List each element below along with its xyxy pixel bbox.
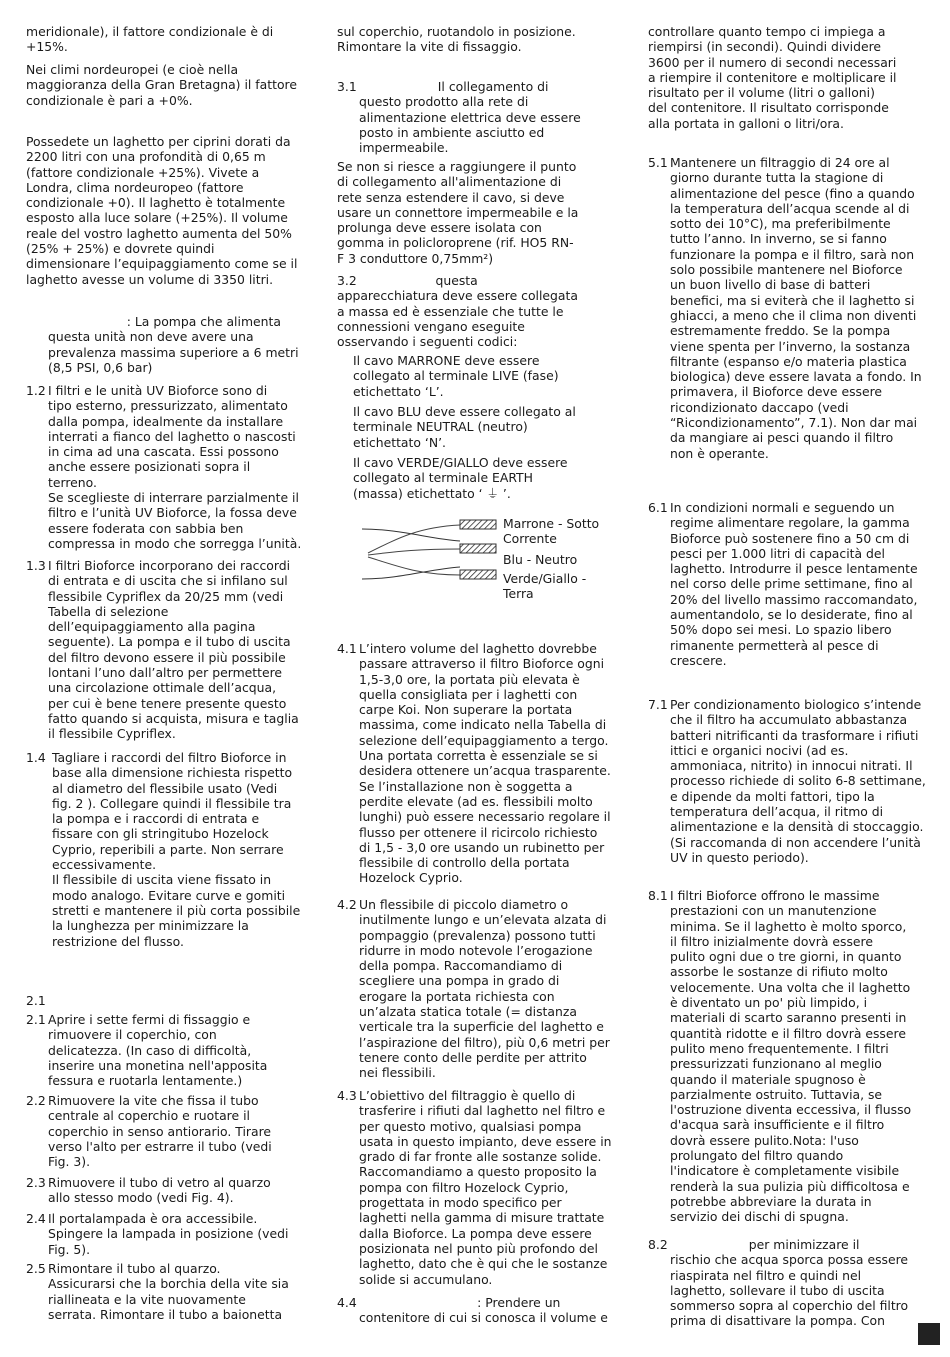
paragraph-text: Tagliare i raccordi del filtro Bioforce in base alla dimensione richiesta rispetto al diametro del flessibile usato (Vedi fig. 2 ). Collegare quindi il flessibile tra la pompa e i raccordi di entrata e fissare con gli stringitubo Hozelock Cyprio, reperibili a parte. Non serrare eccessivamente. Il flessibile di uscita viene fissato in modo analogo. Evitare curve e gomiti stretti e mantenere il più corta possibile la lunghezza per minimizzare la restrizione del flusso. xyxy=(51,750,301,949)
wire-blue xyxy=(368,549,460,555)
wire-diagram xyxy=(360,517,500,597)
paragraph-text: I filtri Bioforce offrono le massime prestazioni con un manutenzione minima. Se il laghetto è molto sporco, il filtro inizialmente dovrà essere pulito ogni due o tre giorni, in quanto assorbe le sostanze di rifiuto molto velocemente. Una volta che il laghetto è diventato un po' più limpido, i materiali di scarto saranno presenti in quantità ridotte e il filtro dovrà essere pulito meno frequentemente. I filtri pressurizzati funzionano al meglio quando il materiale spugnoso è parzialmente ostruito. Tuttavia, se l'ostruzione diventa eccessiva, il flusso d'acqua sarà insufficiente e il filtro dovrà essere pulito.Nota: l'uso prolungato del filtro quando l'indicatore è completamente visibile renderà la sua pulizia più difficoltosa e potrebbe abbreviare la durata in servizio dei dischi di spugna. xyxy=(670,888,912,1225)
section-number: 2.3 xyxy=(26,1175,46,1190)
paragraph-text: Nei climi nordeuropei (e cioè nella maggioranza della Gran Bretagna) il fattore condizionale è pari a +0%. xyxy=(26,62,297,108)
section-number: 8.1 xyxy=(648,888,668,903)
paragraph-text: meridionale), il fattore condizionale è di +15%. xyxy=(26,24,274,55)
section-number: 4.3 xyxy=(337,1088,357,1103)
paragraph-text: Rimuovere il tubo di vetro al quarzo allo stesso modo (vedi Fig. 4). xyxy=(48,1175,271,1206)
section-number: 6.1 xyxy=(648,500,668,515)
section-number: 4.1 xyxy=(337,641,357,656)
section-number: 2.2 xyxy=(26,1093,46,1108)
section-number: 8.2 xyxy=(648,1237,668,1252)
paragraph-text: Il cavo VERDE/GIALLO deve essere collegato al terminale EARTH (massa) etichettato ‘ ⏚ ’. xyxy=(353,455,568,501)
paragraph-text: Per condizionamento biologico s’intende che il filtro ha accumulato abbastanza batteri nitrificanti da trasformare i rifiuti ittici e organici nocivi (ad es. ammoniaca, nitrito) in innocui nitrati. Il processo richiede di solito 6-8 settimane, e dipende da molti fattori, tipo la temperatura dell’acqua, il ritmo di alimentazione e la densità di stoccaggio. (Si raccomanda di non accendere l’unità UV in questo periodo). xyxy=(670,697,926,865)
wire-label-brown: Marrone - Sotto Corrente xyxy=(503,516,600,547)
paragraph-text: I filtri e le unità UV Bioforce sono di tipo esterno, pressurizzato, alimentato dalla pompa, idealmente da installare interrati a fianco del laghetto o nascosti in cima ad una cascata. Essi possono anche essere posizionati sopra il terreno. Se sceglieste di interrare parzialmente il filtro e l’unità UV Bioforce, la fossa deve essere foderata con sabbia ben compressa in modo che sorregga l’unità. xyxy=(48,383,302,551)
section-number: 2.1 xyxy=(26,993,46,1008)
paragraph-text: Il collegamento di questo prodotto alla rete di alimentazione elettrica deve essere posto in ambiente asciutto ed impermeabile. xyxy=(359,79,581,156)
terminal-blue xyxy=(460,544,496,553)
paragraph-text: L’intero volume del laghetto dovrebbe passare attraverso il filtro Bioforce ogni 1,5-3,0 ore, la portata più elevata è quella consigliata per i laghetti con carpe Koi. Non superare la portata massima, come indicato nella Tabella di selezione dell’equipaggiamento a tergo. Una portata corretta è essenziale se si desidera ottenere un’acqua trasparente. Se l’installazione non è soggetta a perdite elevate (ad es. flessibili molto lunghi) può essere necessario regolare il flusso per ottenere il ricircolo richiesto di 1,5 - 3,0 ore usando un rubinetto per flessibile di controllo della portata Hozelock Cyprio. xyxy=(359,641,611,886)
paragraph-text: I filtri Bioforce incorporano dei raccordi di entrata e di uscita che si infilano sul flessibile Cypriflex da 20/25 mm (vedi Tabella di selezione dell’equipaggiamento alla pagina seguente). La pompa e il tubo di uscita del filtro devono essere il più possibile lontani l’uno dall’altro per permettere una circolazione ottimale dell’acqua, per cui è bene tenere presente questo fatto quando si acquista, misura e taglia il flessibile Cypriflex. xyxy=(48,558,299,742)
section-number: 7.1 xyxy=(648,697,668,712)
paragraph-text: Possedete un laghetto per ciprini dorati da 2200 litri con una profondità di 0,65 m (fattore condizionale +25%). Vivete a Londra, clima nordeuropeo (fattore condizionale +0). Il laghetto è totalmente esposto alla luce solare (+25%). Il volume reale del vostro laghetto aumenta del 50% (25% + 25%) e dovrete quindi dimensionare l’equipaggiamento come se il laghetto avesse un volume di 3350 litri. xyxy=(26,134,298,287)
paragraph-text: Rimuovere la vite che fissa il tubo centrale al coperchio e ruotare il coperchio in senso antiorario. Tirare verso l'alto per estrarre il tubo (vedi Fig. 3). xyxy=(48,1093,272,1170)
paragraph-text: per minimizzare il rischio che acqua sporca possa essere riaspirata nel filtro e quindi nel laghetto, sollevare il tubo di uscita sommerso sopra al coperchio del filtro prima di disattivare la pompa. Con xyxy=(670,1237,909,1329)
section-number: 3.1 xyxy=(337,79,357,94)
section-number: 2.5 xyxy=(26,1261,46,1276)
section-number: 1.3 xyxy=(26,558,46,573)
paragraph-text: Se non si riesce a raggiungere il punto di collegamento all'alimentazione di rete senza estendere il cavo, si deve usare un connettore impermeabile e la prolunga deve essere isolata con gomma in policloroprene (rif. HO5 RN- F 3 conduttore 0,75mm²) xyxy=(337,159,579,266)
paragraph-text: L’obiettivo del filtraggio è quello di trasferire i rifiuti dal laghetto nel filtro e per questo motivo, qualsiasi pompa usata in questo impianto, deve essere in grado di far fronte alle sostanze solide. Raccomandiamo a questo proposito la pompa con filtro Hozelock Cyprio, progettata in modo specifico per laghetti nella gamma di misure trattate dalla Bioforce. La pompa deve essere posizionata nel punto più profondo del laghetto, dato che è qui che le sostanze solide si accumulano. xyxy=(359,1088,612,1287)
paragraph-text: Rimontare il tubo al quarzo. Assicurarsi che la borchia della vite sia riallineata e la vite nuovamente serrata. Rimontare il tubo a baionetta xyxy=(48,1261,289,1322)
paragraph-text: Aprire i sette fermi di fissaggio e rimuovere il coperchio, con delicatezza. (In caso di difficoltà, inserire una monetina nell'apposita fessura e ruotarla lentamente.) xyxy=(48,1012,268,1089)
section-number: 1.2 xyxy=(26,383,46,398)
paragraph-text: 3.2 questa apparecchiatura deve essere collegata a massa ed è essenziale che tutte le connessioni vengano eseguite osservando i seguenti codici: xyxy=(337,273,578,350)
paragraph-text: controllare quanto tempo ci impiega a riempirsi (in secondi). Quindi dividere 3600 per il numero di secondi necessari a riempire il contenitore e moltiplicare il risultato per il volume (litri o galloni) del contenitore. Il risultato corrisponde alla portata in galloni o litri/ora. xyxy=(648,24,897,131)
section-number: 2.1 xyxy=(26,1012,46,1027)
paragraph-text: Il cavo MARRONE deve essere collegato al terminale LIVE (fase) etichettato ‘L’. xyxy=(353,353,559,399)
section-number: 4.2 xyxy=(337,897,357,912)
terminal-green-yellow xyxy=(460,570,496,579)
paragraph-text: Un flessibile di piccolo diametro o inutilmente lungo e un’elevata alzata di pompaggio (prevalenza) possono tutti ridurre in modo notevole l’erogazione della pompa. Raccomandiamo di scegliere una pompa in grado di erogare la portata richiesta con un’alzata statica totale (= distanza verticale tra la superficie del laghetto e l’aspirazione del filtro), più 0,6 metri per tenere conto delle perdite per attrito nei flessibili. xyxy=(359,897,610,1081)
paragraph-text: Mantenere un filtraggio di 24 ore al giorno durante tutta la stagione di alimentazione del pesce (fino a quando la temperatura dell’acqua scende al di sotto dei 10°C), ma preferibilmente tutto l’anno. In inverno, se si fanno funzionare la pompa e il filtro, sarà non solo possibile mantenere nel Bioforce un buon livello di base di batteri benefici, ma si eviterà che il laghetto si ghiacci, a meno che il clima non diventi estremamente freddo. Se la pompa viene spenta per l’inverno, la sostanza filtrante (espanso e/o materia plastica biologica) deve essere lavata a fondo. In primavera, il Bioforce deve essere ricondizionato daccapo (vedi “Ricondizionamento”, 7.1). Non dar mai da mangiare ai pesci quando il filtro non è operante. xyxy=(670,155,922,461)
wire-green-yellow xyxy=(368,557,460,575)
section-number: 4.4 xyxy=(337,1295,357,1310)
page-corner-mark xyxy=(918,1323,940,1345)
paragraph-text: Il cavo BLU deve essere collegato al terminale NEUTRAL (neutro) etichettato ‘N’. xyxy=(353,404,576,450)
paragraph-text: sul coperchio, ruotandolo in posizione. Rimontare la vite di fissaggio. xyxy=(337,24,576,55)
section-number: 5.1 xyxy=(648,155,668,170)
paragraph-text: In condizioni normali e seguendo un regime alimentare regolare, la gamma Bioforce può sostenere fino a 50 cm di pesci per 1.000 litri di capacità del laghetto. Introdurre il pesce lentamente nel corso delle prime settimane, fino al 20% del livello massimo raccomandato, aumentandolo, se lo desiderate, fino al 50% dopo sei mesi. Lo spazio libero rimanente permetterà al pesce di crescere. xyxy=(670,500,918,668)
paragraph-text: Il portalampada è ora accessibile. Spingere la lampada in posizione (vedi Fig. 5). xyxy=(48,1211,289,1257)
section-number: 1.4 xyxy=(26,750,46,765)
section-number: 2.4 xyxy=(26,1211,46,1226)
wire-label-green-yellow: Verde/Giallo - Terra xyxy=(503,571,587,602)
wire-label-blue: Blu - Neutro xyxy=(503,552,578,567)
paragraph-text: : La pompa che alimenta questa unità non deve avere una prevalenza massima superiore a 6 metri (8,5 PSI, 0,6 bar) xyxy=(48,314,299,375)
terminal-brown xyxy=(460,520,496,529)
paragraph-text: : Prendere un contenitore di cui si conosca il volume e xyxy=(359,1295,608,1326)
